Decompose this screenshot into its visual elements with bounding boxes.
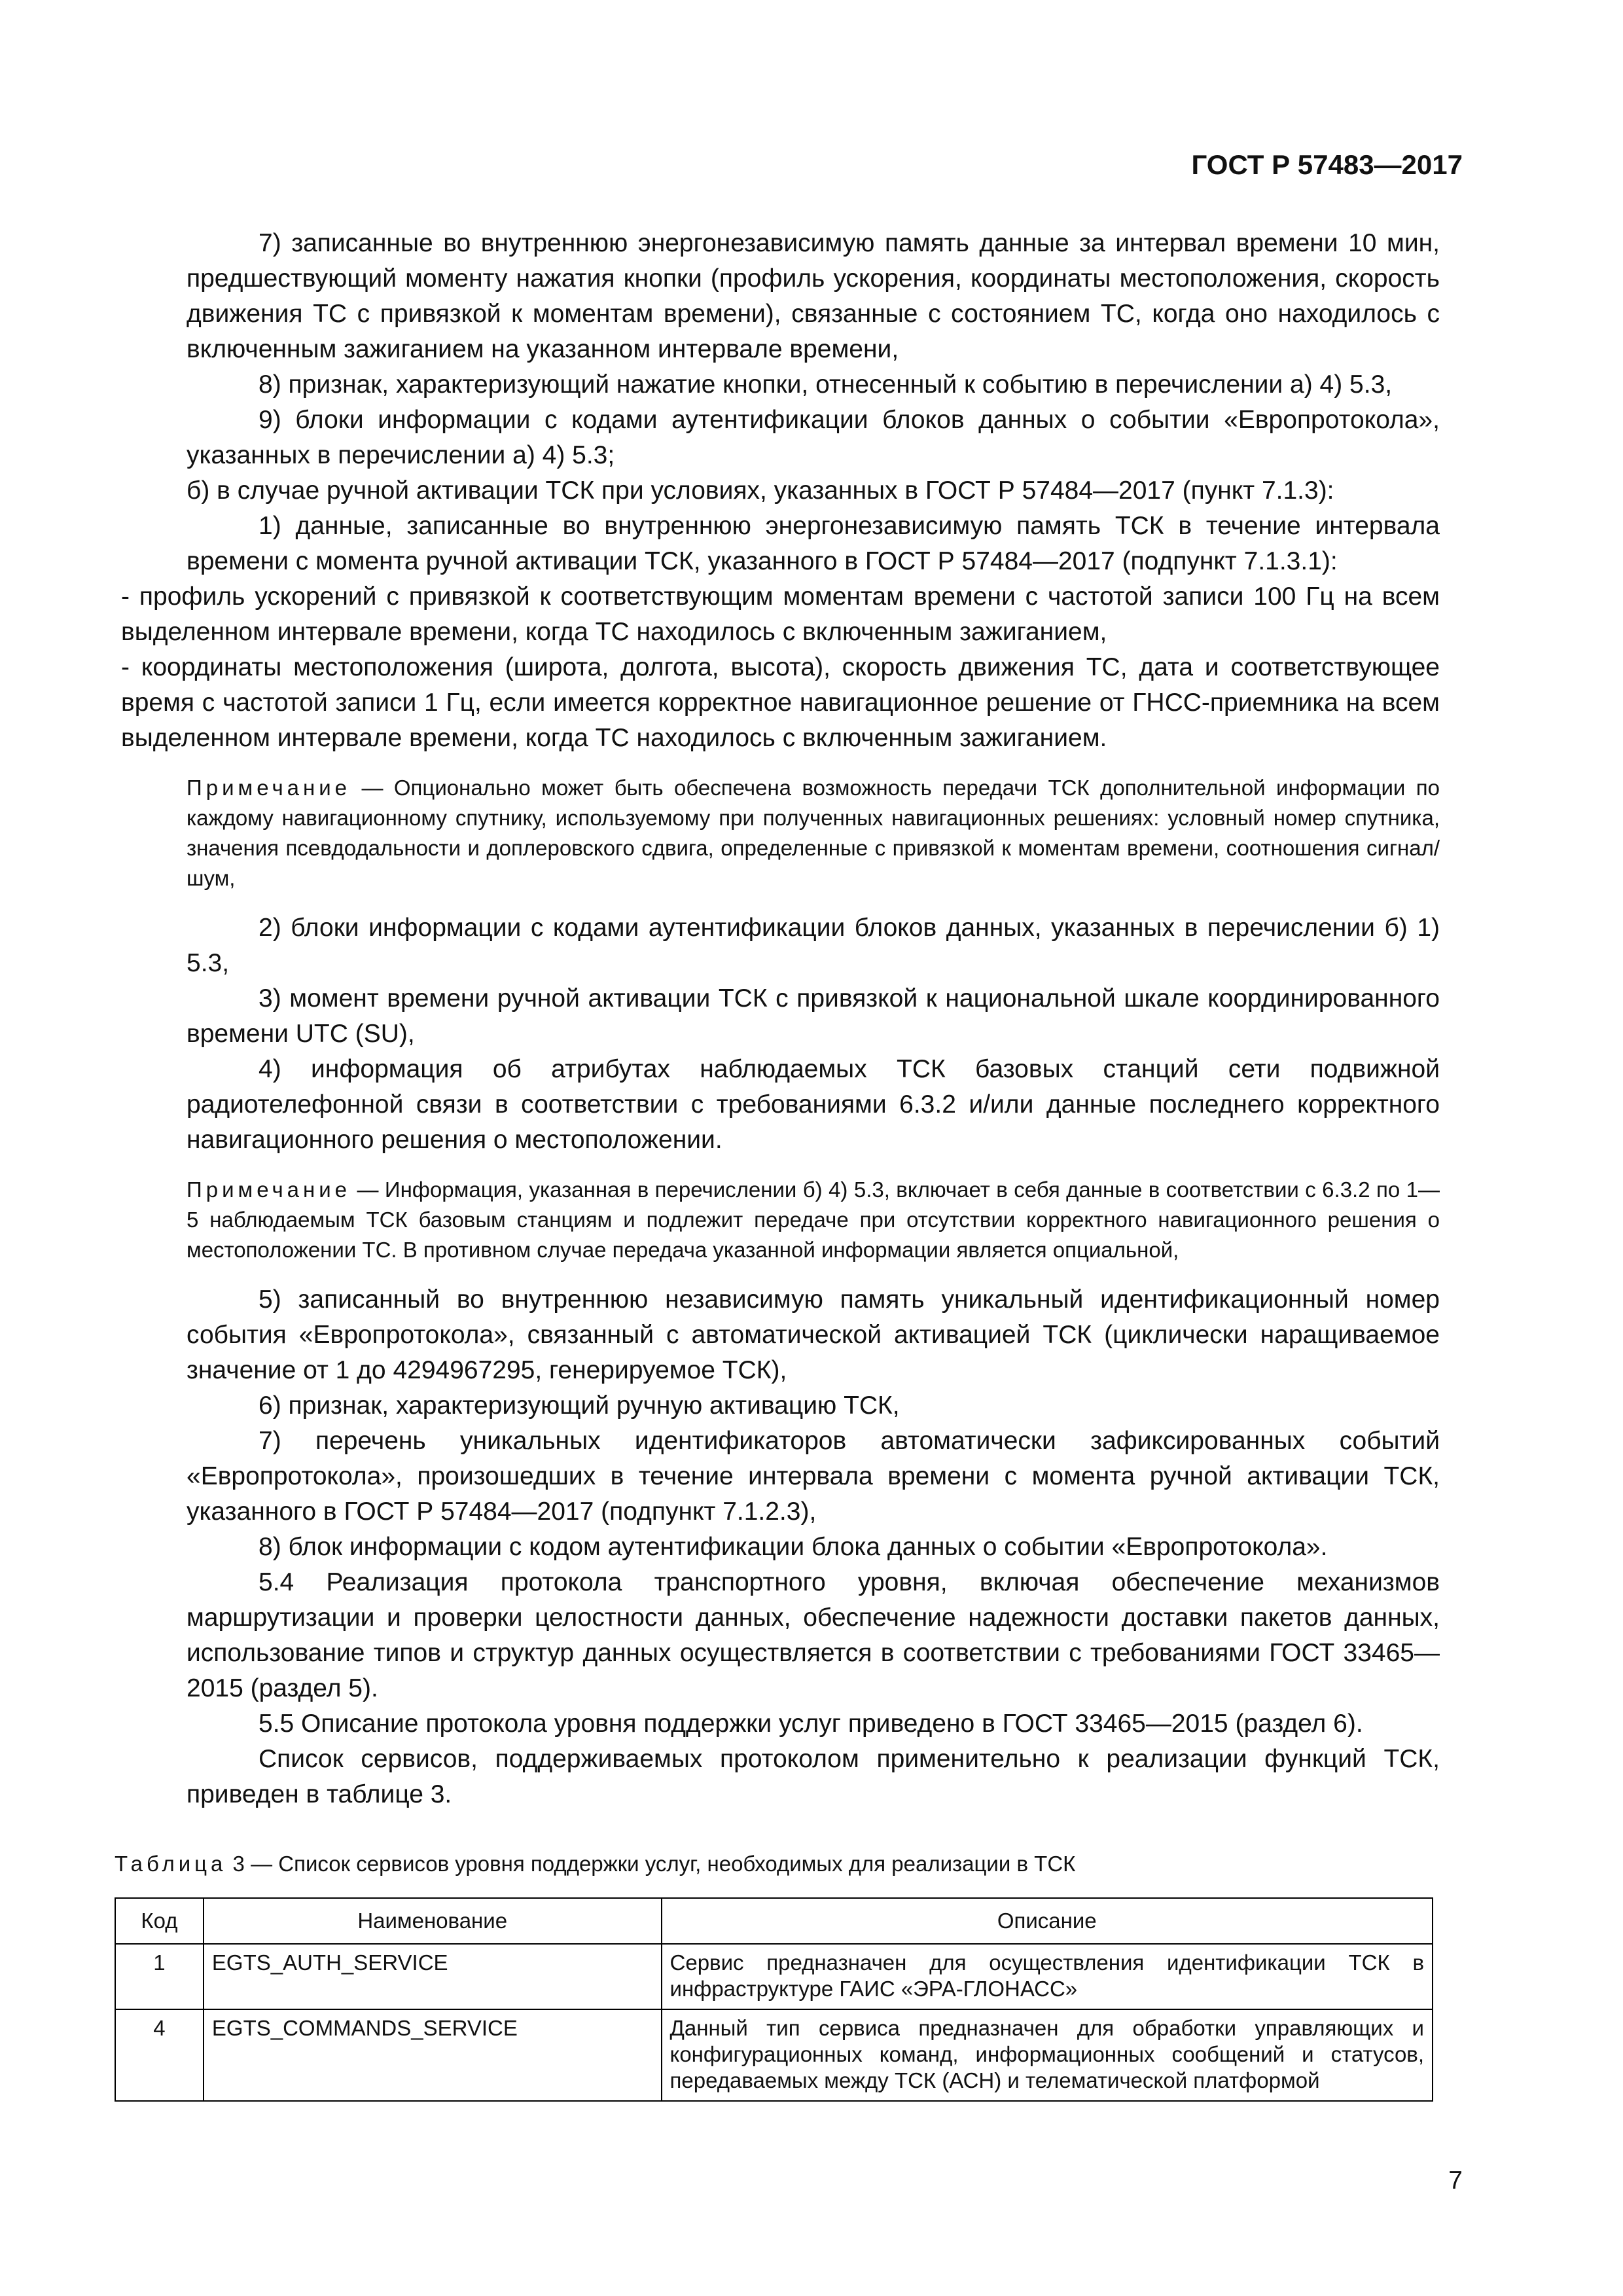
paragraph-b: б) в случае ручной активации ТСК при условиях, указанных в ГОСТ Р 57484—2017 (пункт 7.1.3):: [187, 476, 1334, 505]
paragraph-a7: 7) записанные во внутреннюю энергонезависимую память данные за интервал времени 10 мин, предшествующий моменту нажатия кнопки (профиль ускорения, координаты местоположения, скорость движения ТС с привязкой к моментам времени), связанные с состоянием ТС, когда оно находилось с включенным зажиганием на указанном интервале времени,: [187, 229, 1440, 363]
paragraph-b5: 5) записанный во внутреннюю независимую память уникальный идентификационный номер события «Европротокола», связанный с автоматической активацией ТСК (циклически наращиваемое значение от 1 до 4294967295, генерируемое ТСК),: [187, 1285, 1440, 1384]
note-1-text: — Опционально может быть обеспечена возможность передачи ТСК дополнительной информации по каждому навигационному спутнику, используемому при полученных навигационных решениях: условный номер спутника, значения псевдодальности и доплеровского сдвига, определенные с привязкой к моментам времени, соотношения сигнал/шум,: [187, 776, 1440, 890]
note-1: [187, 773, 1440, 893]
table-caption-label: Таблица: [115, 1852, 227, 1876]
dash-item-coordinates: - координаты местоположения (широта, долгота, высота), скорость движения ТС, дата и соответствующее время с частотой записи 1 Гц, если имеется корректное навигационное решение от ГНСС-приемника на всем выделенном интервале времени, когда ТС находилось с включенным зажиганием.: [121, 653, 1440, 752]
note-2: [187, 1175, 1440, 1265]
note-2-text: — Информация, указанная в перечислении б) 4) 5.3, включает в себя данные в соответствии с 6.3.2 по 1—5 наблюдаемым ТСК базовым станциям и подлежит передаче при отсутствии корректного навигационного решения о местоположении ТС. В противном случае передача указанной информации является опциальной,: [187, 1177, 1440, 1262]
paragraph-services-list: Список сервисов, поддерживаемых протоколом применительно к реализации функций ТСК, приведен в таблице 3.: [187, 1745, 1440, 1808]
cell-description: Сервис предназначен для осуществления идентификации ТСК в инфраструктуре ГАИС «ЭРА-ГЛОНАСС»: [662, 1944, 1433, 2009]
cell-code: 4: [115, 2009, 204, 2101]
table-caption: [115, 1849, 1440, 1879]
document-id-header: ГОСТ Р 57483—2017: [1191, 149, 1463, 180]
table-row: [115, 1944, 1433, 2009]
paragraph-b2: 2) блоки информации с кодами аутентификации блоков данных, указанных в перечислении б) 1) 5.3,: [187, 914, 1440, 977]
dash-item-accelerations: - профиль ускорений с привязкой к соответствующим моментам времени с частотой записи 100 Гц на всем выделенном интервале времени, когда ТС находилось с включенным зажиганием,: [121, 583, 1440, 646]
paragraph-b8: 8) блок информации с кодом аутентификации блока данных о событии «Европротокола».: [259, 1533, 1328, 1561]
cell-description: Данный тип сервиса предназначен для обработки управляющих и конфигурационных команд, информационных сообщений и статусов, передаваемых между ТСК (АСН) и телематической платформой: [662, 2009, 1433, 2101]
paragraph-b6: 6) признак, характеризующий ручную активацию ТСК,: [259, 1391, 900, 1420]
page-number: 7: [1448, 2166, 1463, 2195]
note-2-label: Примечание: [187, 1177, 351, 1202]
header-name: Наименование: [204, 1898, 662, 1944]
cell-name: EGTS_COMMANDS_SERVICE: [204, 2009, 662, 2101]
paragraph-b4: 4) информация об атрибутах наблюдаемых ТСК базовых станций сети подвижной радиотелефонной связи в соответствии с требованиями 6.3.2 и/или данные последнего корректного навигационного решения о местоположении.: [187, 1055, 1440, 1154]
paragraph-5-4: 5.4 Реализация протокола транспортного уровня, включая обеспечение механизмов маршрутизации и проверки целостности данных, обеспечение надежности доставки пакетов данных, использование типов и структур данных осуществляется в соответствии с требованиями ГОСТ 33465—2015 (раздел 5).: [187, 1568, 1440, 1702]
services-table: [115, 1897, 1433, 2102]
paragraph-b7: 7) перечень уникальных идентификаторов автоматически зафиксированных событий «Европротокола», произошедших в течение интервала времени с момента ручной активации ТСК, указанного в ГОСТ Р 57484—2017 (подпункт 7.1.2.3),: [187, 1427, 1440, 1526]
paragraph-5-5: 5.5 Описание протокола уровня поддержки услуг приведено в ГОСТ 33465—2015 (раздел 6).: [259, 1710, 1363, 1738]
paragraph-b1: 1) данные, записанные во внутреннюю энергонезависимую память ТСК в течение интервала времени с момента ручной активации ТСК, указанного в ГОСТ Р 57484—2017 (подпункт 7.1.3.1):: [187, 512, 1440, 575]
document-body: [115, 226, 1440, 2102]
paragraph-a8: 8) признак, характеризующий нажатие кнопки, отнесенный к событию в перечислении а) 4) 5.3,: [259, 370, 1393, 399]
table-header-row: [115, 1898, 1433, 1944]
paragraph-a9: 9) блоки информации с кодами аутентификации блоков данных о событии «Европротокола», указанных в перечислении а) 4) 5.3;: [187, 406, 1440, 469]
table-row: [115, 2009, 1433, 2101]
cell-name: EGTS_AUTH_SERVICE: [204, 1944, 662, 2009]
header-code: Код: [115, 1898, 204, 1944]
header-description: Описание: [662, 1898, 1433, 1944]
paragraph-b3: 3) момент времени ручной активации ТСК с привязкой к национальной шкале координированного времени UTC (SU),: [187, 984, 1440, 1048]
table-caption-text: 3 — Список сервисов уровня поддержки услуг, необходимых для реализации в ТСК: [226, 1852, 1076, 1876]
note-1-label: Примечание: [187, 776, 351, 800]
cell-code: 1: [115, 1944, 204, 2009]
